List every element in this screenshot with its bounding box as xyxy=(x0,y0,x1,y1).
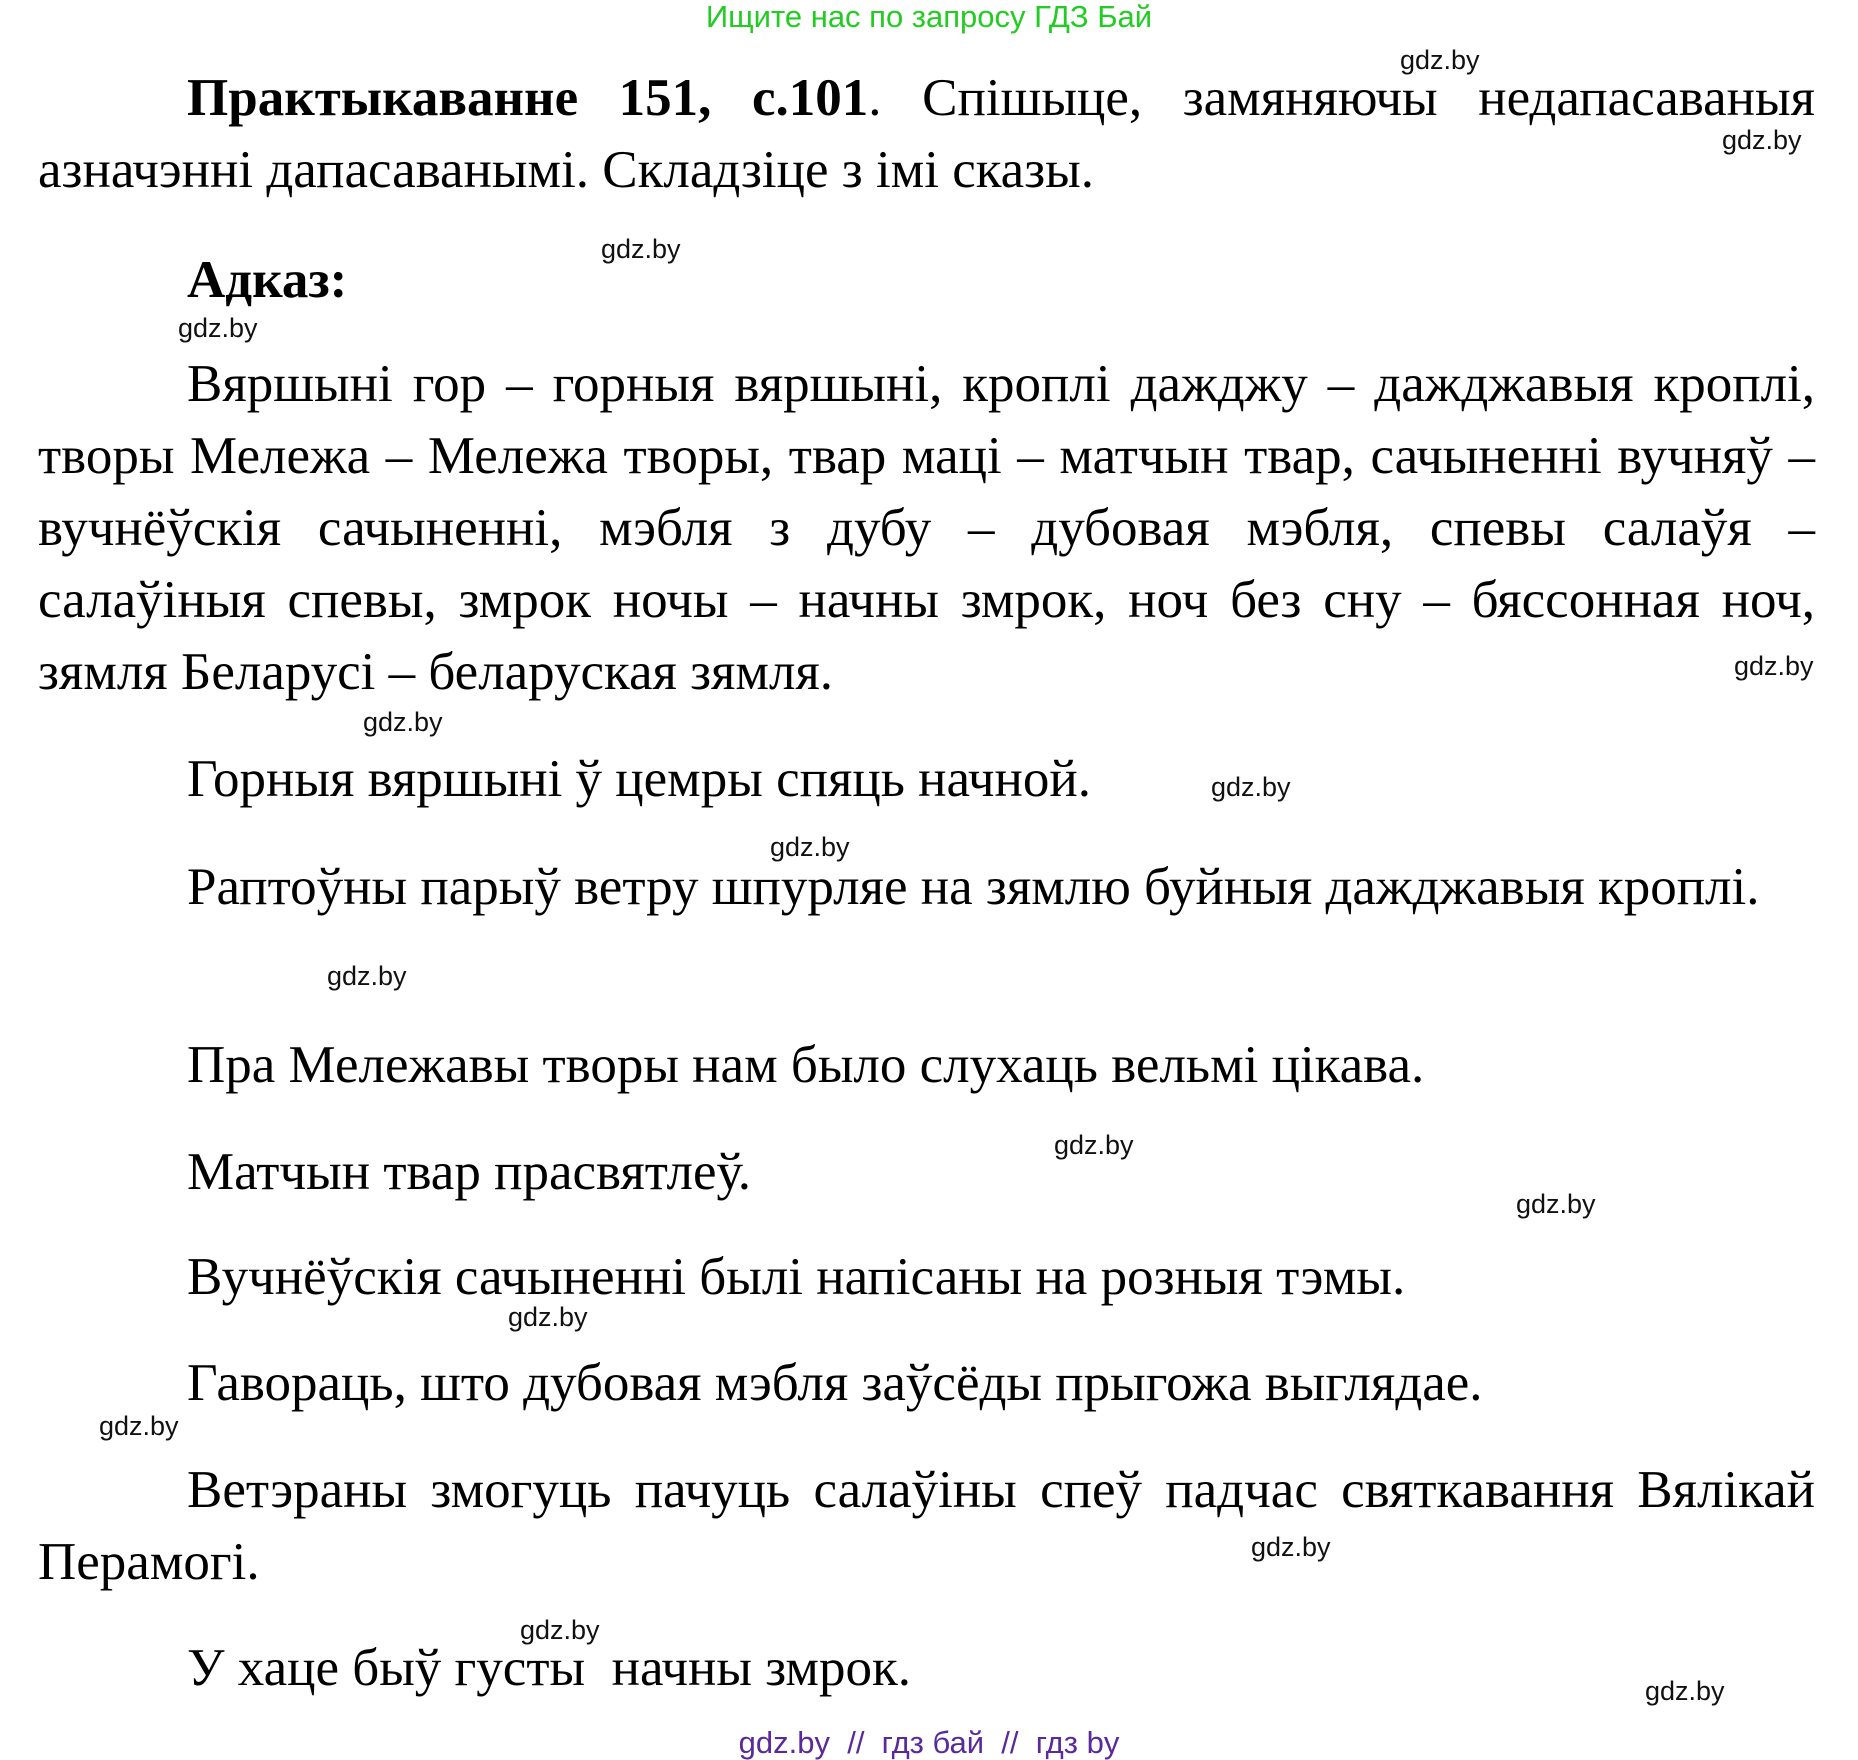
sentence-2: Раптоўны парыў ветру шпурляе на зямлю буйныя дажджавыя кроплі. xyxy=(187,858,1760,916)
search-hint-banner: Ищите нас по запросу ГДЗ Бай xyxy=(705,0,1153,34)
watermark: gdz.by xyxy=(508,1302,588,1332)
watermark: gdz.by xyxy=(327,961,407,991)
watermark: gdz.by xyxy=(1516,1189,1596,1219)
task-statement xyxy=(38,62,1815,206)
sentence-8: У хаце быў густы начны змрок. xyxy=(187,1639,911,1697)
answer-pairs: Вяршыні гор – горныя вяршыні, кроплі дажджу – дажджавыя кроплі, творы Мележа – Мележа творы, твар маці – матчын твар, сачыненні вучняў – вучнёўскія сачыненні, мэбля з дубу – дубовая мэбля, спевы салаўя – салаўіныя спевы, змрок ночы – начны змрок, ноч без сну – бяссонная ноч, зямля Беларусі – беларуская зямля. xyxy=(38,355,1815,701)
watermark: gdz.by xyxy=(1645,1676,1725,1706)
task-text: . Спішыце, замяняючы недапасаваныя азначэнні дапасаванымі. Складзіце з імі сказы. xyxy=(38,69,1815,199)
sentence-3: Пра Мележавы творы нам было слухаць вельмі цікава. xyxy=(187,1036,1425,1094)
sentence-1: Горныя вяршыні ў цемры спяць начной. xyxy=(187,750,1092,808)
watermark: gdz.by xyxy=(601,234,681,264)
watermark: gdz.by xyxy=(1251,1532,1331,1562)
watermark: gdz.by xyxy=(1211,772,1291,802)
watermark: gdz.by xyxy=(1400,45,1480,75)
watermark: gdz.by xyxy=(99,1411,179,1441)
watermark: gdz.by xyxy=(1054,1130,1134,1160)
sentence-5: Вучнёўскія сачыненні былі напісаны на розныя тэмы. xyxy=(187,1248,1406,1306)
sentence-4: Матчын твар прасвятлеў. xyxy=(187,1143,751,1201)
sentence-6: Гавораць, што дубовая мэбля заўсёды прыгожа выглядае. xyxy=(187,1354,1483,1412)
watermark: gdz.by xyxy=(770,832,850,862)
answer-heading: Адказ: xyxy=(187,251,348,309)
sentence-7: Ветэраны змогуць пачуць салаўіны спеў падчас святкавання Вялікай Перамогі. xyxy=(38,1461,1815,1591)
watermark: gdz.by xyxy=(363,707,443,737)
watermark: gdz.by xyxy=(1722,125,1802,155)
footer-links: gdz.by // гдз бай // гдз by xyxy=(738,1725,1120,1760)
task-title: Практыкаванне 151, с.101 xyxy=(187,69,869,127)
watermark: gdz.by xyxy=(1734,651,1814,681)
watermark: gdz.by xyxy=(178,313,258,343)
watermark: gdz.by xyxy=(520,1615,600,1645)
